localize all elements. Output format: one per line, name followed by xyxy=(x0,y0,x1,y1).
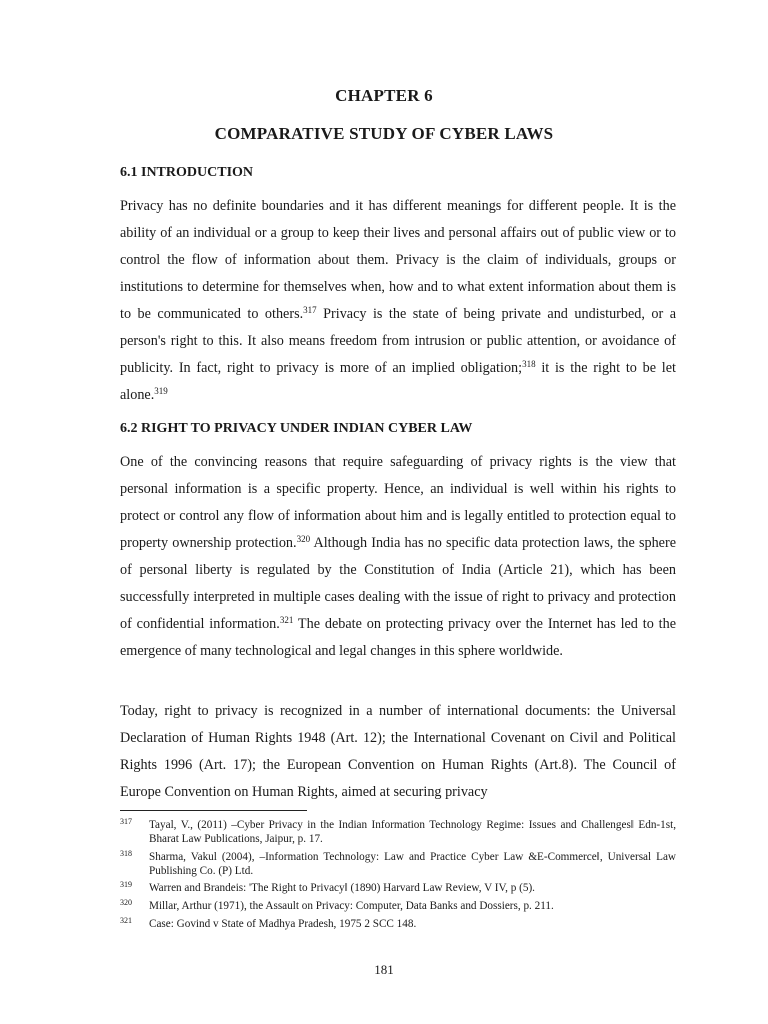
privacy-paragraph-2: Today, right to privacy is recognized in a number of international documents: the Universal Declaration of Human Rights 1948 (Art. 12); the International Covenant on Civil and Political Rights 1996 (Art. 17); the European Convention on Human Rights (Art.8). The Council of Europe Convention on Human Rights, aimed at securing privacy xyxy=(120,703,676,800)
paragraph-text: it is the right to be let alone. xyxy=(120,360,676,403)
paragraph-text: One of the convincing reasons that require safeguarding of privacy rights is the view that personal information is a specific property. Hence, an individual is well within his rights to protect or control any flow of information about him and is legally entitled to protection equal to property ownership protection. xyxy=(120,454,676,551)
footnote-ref: 321 xyxy=(279,615,294,625)
chapter-title: COMPARATIVE STUDY OF CYBER LAWS xyxy=(214,124,554,143)
paragraph-text: Although India has no specific data protection laws, the sphere of personal liberty is regulated by the Constitution of India (Article 21), which has been successfully interpreted in multiple cases dealing with the issue of right to privacy and protection of confidential information. xyxy=(120,535,676,632)
footnote-text: Warren and Brandeis: 'The Right to Privacy‖ (1890) Harvard Law Review, V IV, p (5). xyxy=(149,882,535,894)
footnote-text: Case: Govind v State of Madhya Pradesh, 1975 2 SCC 148. xyxy=(149,918,417,930)
paragraph-text: Privacy is the state of being private and undisturbed, or a person's right to this. It also means freedom from intrusion or public attention, or avoidance of publicity. In fact, right to privacy is more of an implied obligation; xyxy=(120,306,677,376)
footnote-number: 319 xyxy=(120,880,132,889)
footnote-ref: 319 xyxy=(154,386,168,396)
footnote-number: 321 xyxy=(120,916,132,925)
footnote-ref: 317 xyxy=(303,305,317,315)
footnote-text: Sharma, Vakul (2004), –Information Technology: Law and Practice Cyber Law &E-Commerce‖, Universal Law Publishing Co. (P) Ltd. xyxy=(149,851,676,877)
privacy-paragraph-1 xyxy=(120,449,676,665)
footnote-divider xyxy=(120,810,307,811)
footnote xyxy=(120,850,676,878)
footnote-ref: 320 xyxy=(296,534,311,544)
footnote-text: Tayal, V., (2011) –Cyber Privacy in the Indian Information Technology Regime: Issues and Challenges‖ Edn-1st, Bharat Law Publications, Jaipur, p. 17. xyxy=(149,819,676,845)
section-heading-introduction: 6.1 INTRODUCTION xyxy=(120,165,254,180)
footnote xyxy=(120,881,676,895)
introduction-paragraph xyxy=(120,193,676,409)
footnote-number: 317 xyxy=(120,817,132,826)
paragraph-text: The debate on protecting privacy over the Internet has led to the emergence of many technological and legal changes in this sphere worldwide. xyxy=(120,616,676,659)
footnote-ref: 318 xyxy=(522,359,536,369)
chapter-number: CHAPTER 6 xyxy=(335,86,433,105)
paragraph-text: Privacy has no definite boundaries and it has different meanings for different people. It is the ability of an individual or a group to keep their lives and personal affairs out of public view or to control the flow of information about them. Privacy is the claim of individuals, groups or institutions to determine for themselves when, how and to what extent information about them is to be communicated to others. xyxy=(120,198,676,322)
footnote xyxy=(120,818,676,846)
page-number: 181 xyxy=(374,962,394,977)
footnote-text: Millar, Arthur (1971), the Assault on Privacy: Computer, Data Banks and Dossiers, p. 211. xyxy=(149,900,554,912)
footnote-number: 320 xyxy=(120,898,132,907)
footnote-number: 318 xyxy=(120,849,132,858)
footnote xyxy=(120,917,676,931)
section-heading-right-to-privacy: 6.2 RIGHT TO PRIVACY UNDER INDIAN CYBER LAW xyxy=(120,421,473,436)
footnote xyxy=(120,899,676,913)
